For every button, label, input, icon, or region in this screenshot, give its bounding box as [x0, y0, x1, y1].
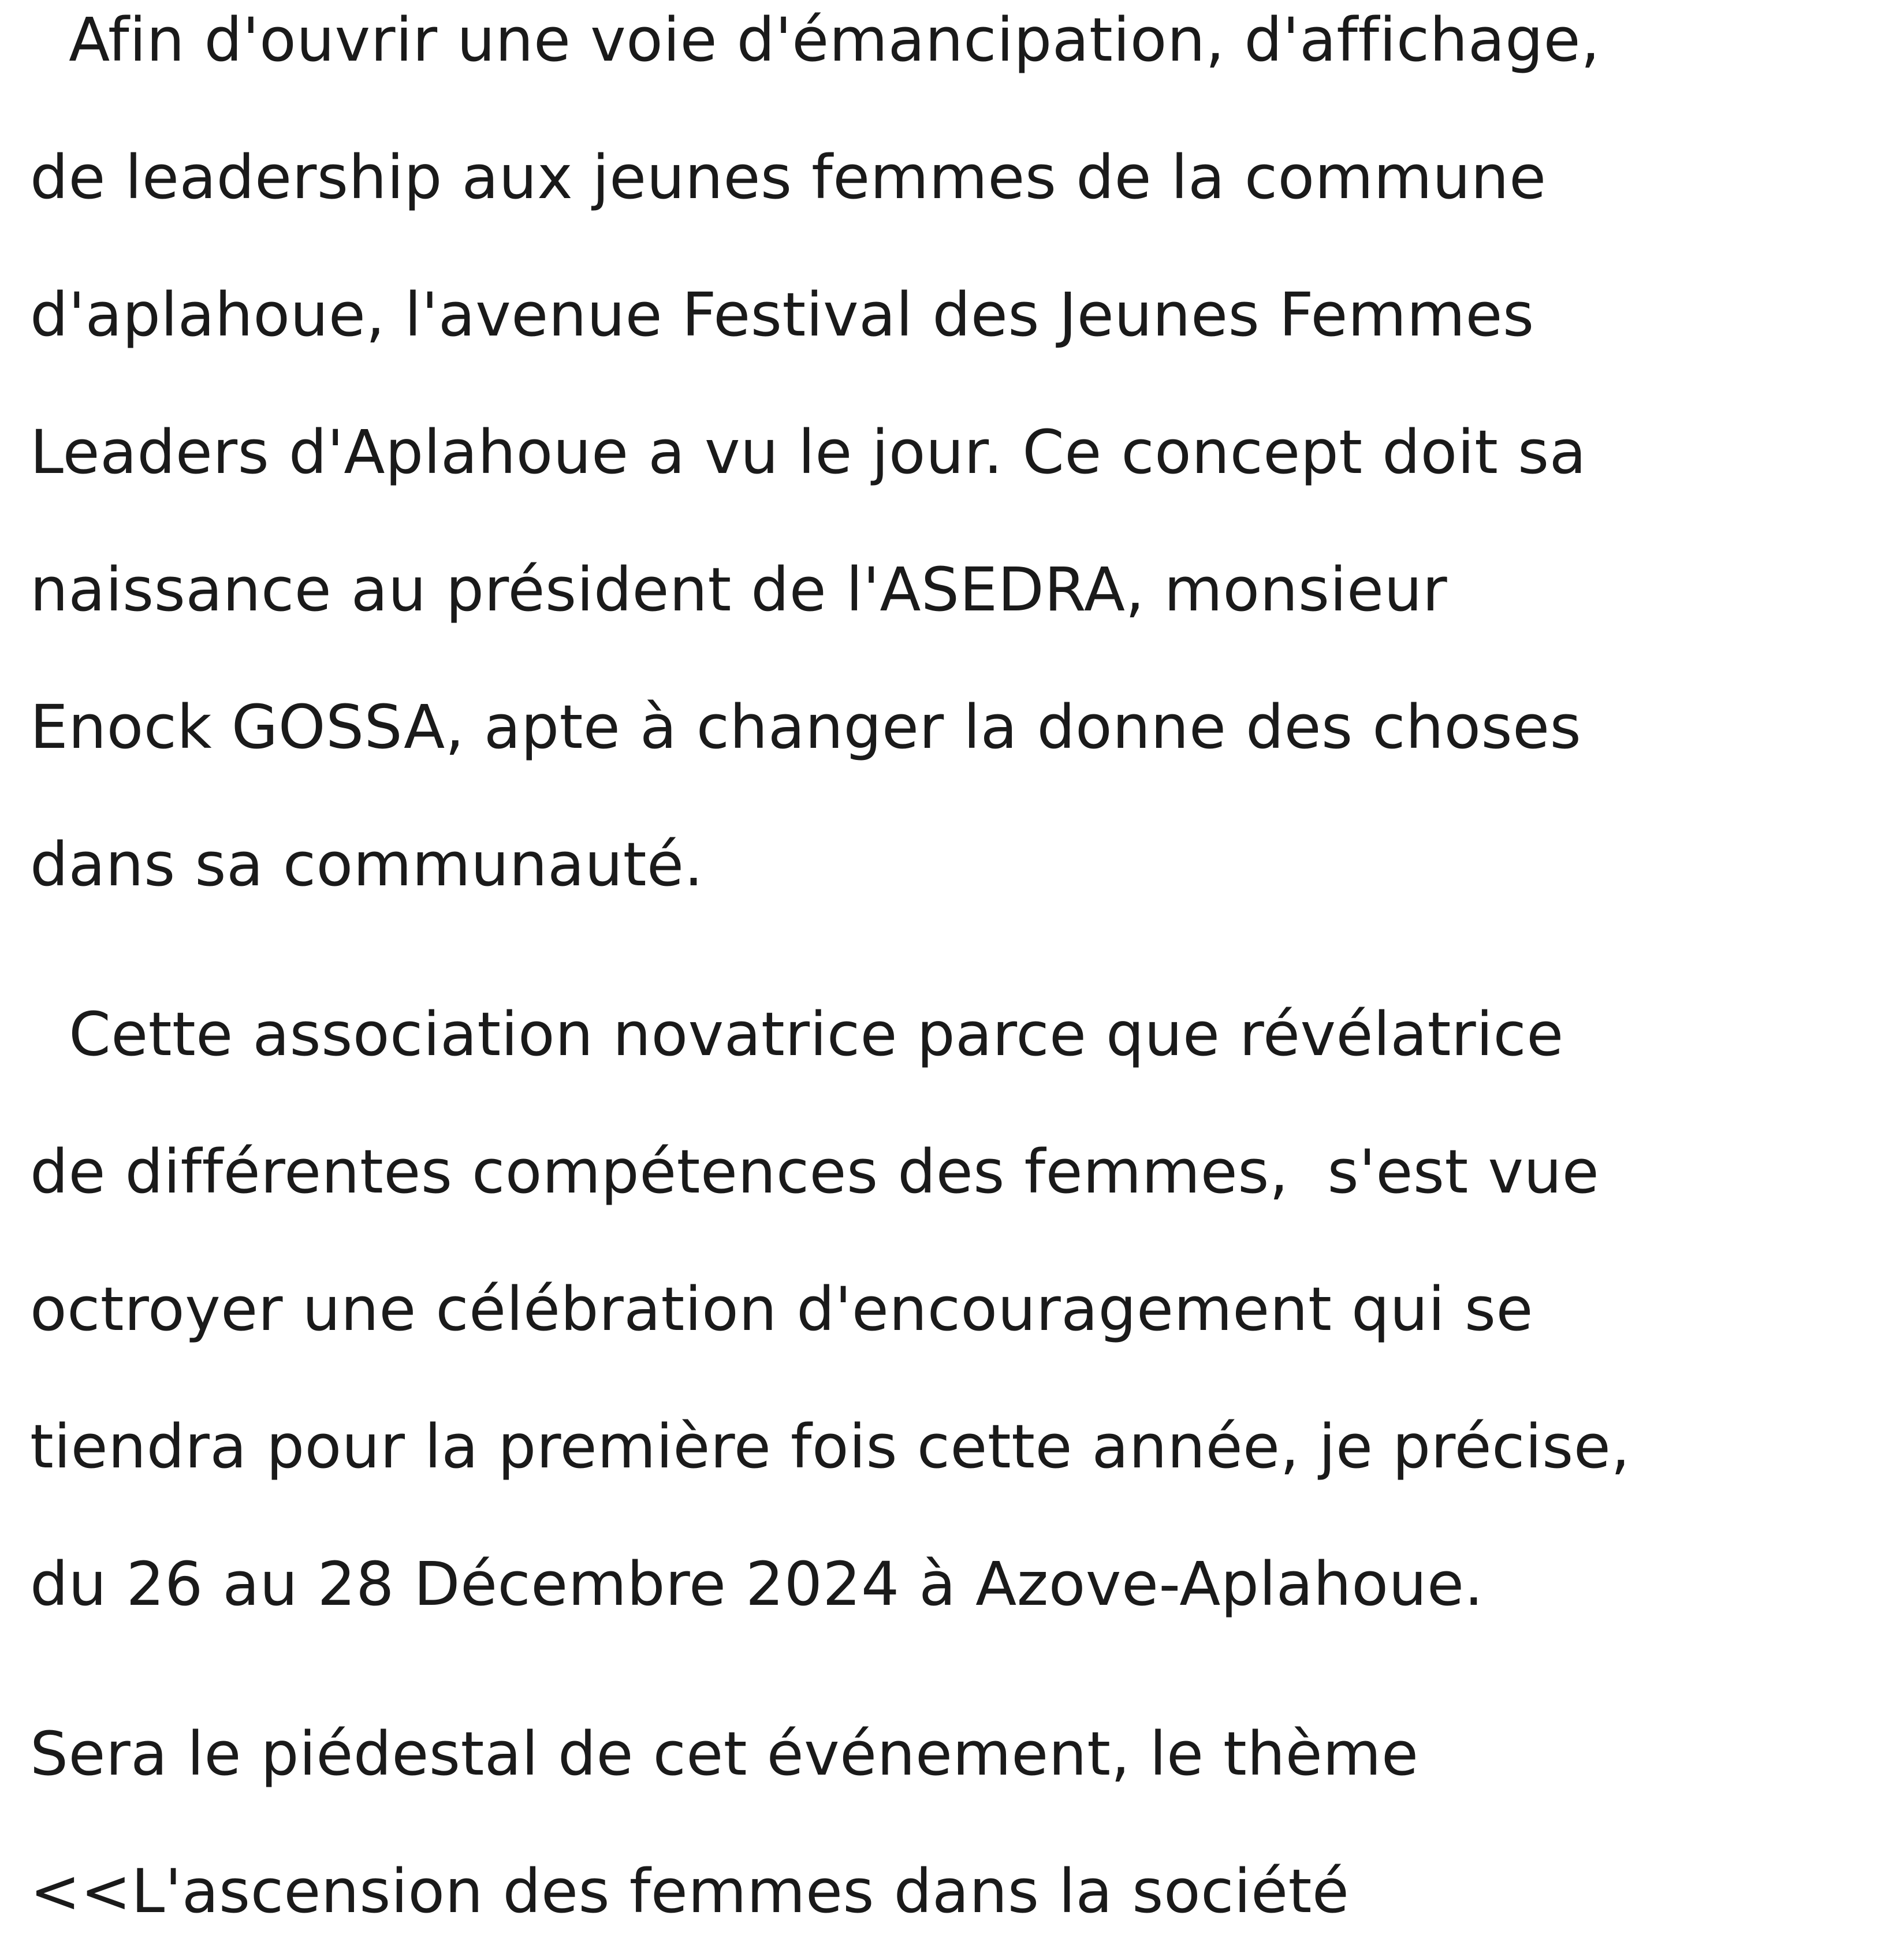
text-line: tiendra pour la première fois cette année, je précise, — [30, 1411, 1630, 1482]
paragraph-3 — [30, 1685, 1862, 1960]
text-line: de différentes compétences des femmes, s'est vue — [30, 1136, 1600, 1207]
text-line: octroyer une célébration d'encouragement qui se — [30, 1274, 1534, 1344]
text-line: Afin d'ouvrir une voie d'émancipation, d'affichage, — [30, 5, 1600, 75]
paragraph-spacer — [30, 1653, 1862, 1685]
paragraph-spacer — [30, 933, 1862, 966]
text-line: Enock GOSSA, apte à changer la donne des choses — [30, 692, 1582, 762]
paragraph-1 — [30, 0, 1862, 933]
text-line: naissance au président de l'ASEDRA, monsieur — [30, 554, 1448, 625]
text-line: <<L'ascension des femmes dans la société — [30, 1856, 1350, 1927]
text-line: dans sa communauté. — [30, 829, 704, 900]
paragraph-2 — [30, 966, 1862, 1653]
text-line: Leaders d'Aplahoue a vu le jour. Ce concept doit sa — [30, 417, 1586, 487]
text-line: Sera le piédestal de cet événement, le thème — [30, 1719, 1419, 1789]
text-line: du 26 au 28 Décembre 2024 à Azove-Aplahoue. — [30, 1549, 1484, 1619]
text-line: d'aplahoue, l'avenue Festival des Jeunes Femmes — [30, 280, 1534, 350]
text-line: de leadership aux jeunes femmes de la commune — [30, 142, 1547, 213]
text-line: Cette association novatrice parce que révélatrice — [30, 999, 1564, 1070]
